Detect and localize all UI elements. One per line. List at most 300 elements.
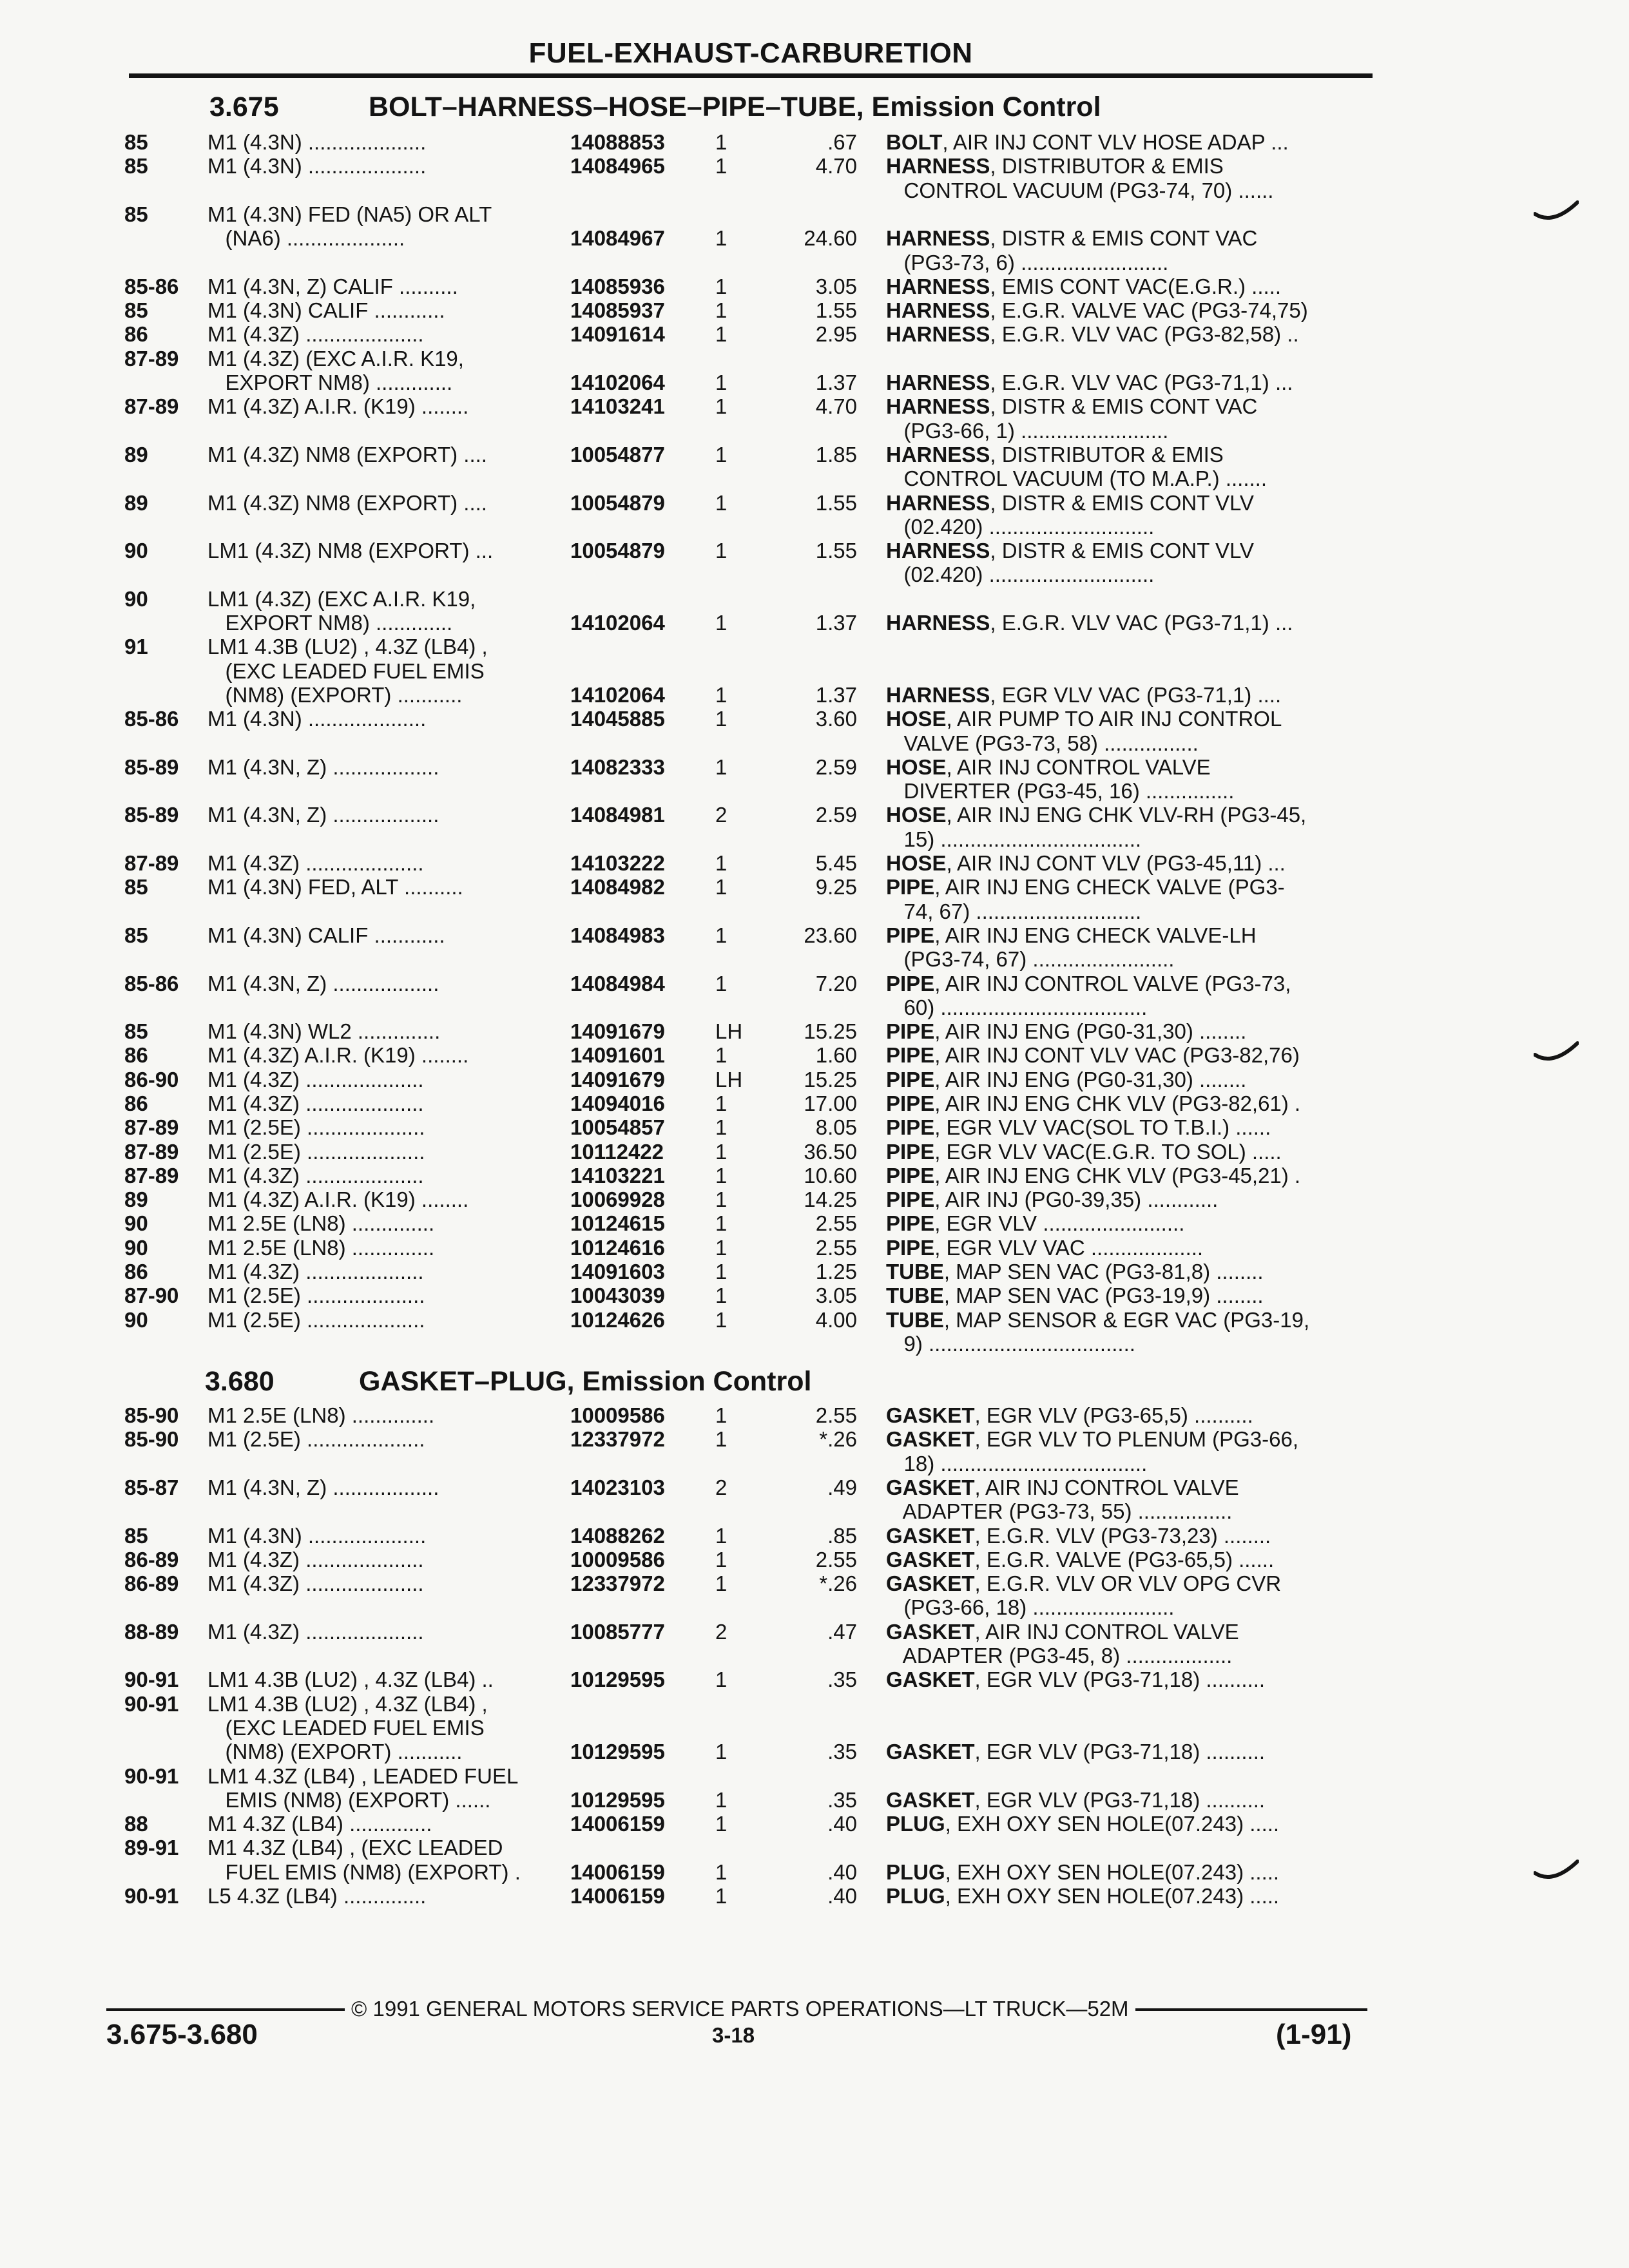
price: .47	[827, 1620, 857, 1644]
model-years: 86-89	[124, 1571, 179, 1595]
model-application: M1 (4.3N) ....................	[207, 1524, 427, 1548]
table-row	[0, 1884, 1629, 1908]
table-row	[0, 899, 1629, 923]
model-application: M1 (2.5E) ....................	[207, 1115, 425, 1139]
part-number: 10085777	[570, 1620, 665, 1644]
model-application: (NA6) ....................	[207, 226, 405, 250]
model-application: M1 (4.3Z) A.I.R. (K19) ........	[207, 394, 469, 418]
part-description: TUBE, MAP SENSOR & EGR VAC (PG3-19,	[886, 1308, 1310, 1332]
price: 24.60	[804, 226, 857, 250]
model-years: 85	[124, 1019, 148, 1043]
table-row	[0, 298, 1629, 322]
table-row	[0, 1115, 1629, 1139]
price: 2.59	[815, 755, 857, 779]
model-years: 86-90	[124, 1068, 179, 1091]
table-row	[0, 1764, 1629, 1788]
part-description: PLUG, EXH OXY SEN HOLE(07.243) .....	[886, 1860, 1280, 1884]
part-number: 14085936	[570, 274, 665, 298]
model-application: M1 (4.3N) ....................	[207, 130, 427, 154]
model-years: 90	[124, 539, 148, 562]
table-row	[0, 1043, 1629, 1067]
table-row	[0, 683, 1629, 707]
quantity: 1	[715, 1740, 728, 1763]
model-years: 85-89	[124, 803, 179, 827]
part-description: PIPE, AIR INJ ENG CHECK VALVE (PG3-	[886, 875, 1285, 899]
page-header: FUEL-EXHAUST-CARBURETION	[528, 37, 973, 69]
part-description: GASKET, EGR VLV TO PLENUM (PG3-66,	[886, 1427, 1299, 1451]
part-number: 10069928	[570, 1187, 665, 1211]
price: 3.05	[815, 1283, 857, 1307]
table-row	[0, 995, 1629, 1019]
part-number: 14084981	[570, 803, 665, 827]
model-years: 85	[124, 875, 148, 899]
part-description: HARNESS, DISTR & EMIS CONT VAC	[886, 226, 1258, 250]
part-description: HARNESS, EMIS CONT VAC(E.G.R.) .....	[886, 274, 1282, 298]
model-application: M1 (4.3N) WL2 ..............	[207, 1019, 441, 1043]
part-description: (PG3-66, 18) ........................	[886, 1595, 1175, 1619]
quantity: 1	[715, 226, 728, 250]
model-years: 87-89	[124, 347, 179, 370]
table-row	[0, 539, 1629, 562]
price: 3.60	[815, 707, 857, 731]
part-description: GASKET, EGR VLV (PG3-65,5) ..........	[886, 1403, 1253, 1427]
part-description: PIPE, AIR INJ ENG CHECK VALVE-LH	[886, 923, 1257, 947]
model-application: M1 4.3Z (LB4) ..............	[207, 1812, 432, 1836]
part-number: 14084984	[570, 972, 665, 995]
quantity: 1	[715, 1115, 728, 1139]
part-description: GASKET, EGR VLV (PG3-71,18) ..........	[886, 1740, 1266, 1763]
table-row	[0, 1164, 1629, 1187]
quantity: 1	[715, 370, 728, 394]
part-number: 14103222	[570, 851, 665, 875]
model-application: M1 (4.3N) FED (NA5) OR ALT	[207, 202, 492, 226]
table-row	[0, 707, 1629, 731]
price: .40	[827, 1884, 857, 1908]
model-application: LM1 4.3B (LU2) , 4.3Z (LB4) ,	[207, 1692, 488, 1716]
model-application: M1 (2.5E) ....................	[207, 1283, 425, 1307]
part-number: 12337972	[570, 1427, 665, 1451]
quantity: 1	[715, 1884, 728, 1908]
price: 3.05	[815, 274, 857, 298]
price: .35	[827, 1740, 857, 1763]
part-description: (PG3-66, 1) .........................	[886, 419, 1169, 443]
model-years: 85	[124, 298, 148, 322]
table-row	[0, 659, 1629, 683]
model-application: M1 (2.5E) ....................	[207, 1427, 425, 1451]
quantity: 1	[715, 611, 728, 635]
part-number: 14103241	[570, 394, 665, 418]
table-row	[0, 1595, 1629, 1619]
part-number: 10124616	[570, 1236, 665, 1260]
quantity: 1	[715, 1187, 728, 1211]
table-row	[0, 515, 1629, 539]
quantity: 1	[715, 875, 728, 899]
table-row	[0, 1283, 1629, 1307]
model-years: 90	[124, 1211, 148, 1235]
quantity: 1	[715, 443, 728, 466]
quantity: 1	[715, 1308, 728, 1332]
model-years: 85-87	[124, 1475, 179, 1499]
part-number: 14103221	[570, 1164, 665, 1187]
part-description: 74, 67) ............................	[886, 899, 1142, 923]
table-row	[0, 394, 1629, 418]
table-row	[0, 1812, 1629, 1836]
price: 2.55	[815, 1403, 857, 1427]
quantity: 1	[715, 1260, 728, 1283]
footer-edition: (1-91)	[1276, 2019, 1352, 2050]
part-description: 15) ..................................	[886, 827, 1142, 851]
model-years: 90	[124, 1308, 148, 1332]
part-description: PIPE, AIR INJ CONT VLV VAC (PG3-82,76)	[886, 1043, 1300, 1067]
part-description: VALVE (PG3-73, 58) ................	[886, 731, 1199, 755]
table-row	[0, 251, 1629, 274]
model-application: LM1 (4.3Z) (EXC A.I.R. K19,	[207, 587, 476, 611]
price: 1.25	[815, 1260, 857, 1283]
model-application: (EXC LEADED FUEL EMIS	[207, 1716, 485, 1740]
model-application: LM1 4.3B (LU2) , 4.3Z (LB4) ,	[207, 635, 488, 658]
table-row	[0, 1644, 1629, 1667]
part-number: 10009586	[570, 1403, 665, 1427]
quantity: 1	[715, 1788, 728, 1812]
price: 4.00	[815, 1308, 857, 1332]
price: 1.37	[815, 683, 857, 707]
table-row	[0, 1140, 1629, 1164]
part-number: 10129595	[570, 1788, 665, 1812]
section-number: 3.680	[205, 1366, 275, 1397]
table-row	[0, 827, 1629, 851]
quantity: 1	[715, 1091, 728, 1115]
part-number: 10124626	[570, 1308, 665, 1332]
price: 1.37	[815, 370, 857, 394]
model-application: M1 (4.3Z) ....................	[207, 1260, 424, 1283]
quantity: 1	[715, 130, 728, 154]
table-row	[0, 1260, 1629, 1283]
footer-page-number: 3-18	[712, 2023, 755, 2047]
table-row	[0, 1332, 1629, 1356]
table-row	[0, 1427, 1629, 1451]
model-application: M1 (4.3Z) A.I.R. (K19) ........	[207, 1187, 469, 1211]
quantity: 1	[715, 1164, 728, 1187]
model-application: M1 (4.3N, Z) ..................	[207, 972, 439, 995]
part-number: 14088853	[570, 130, 665, 154]
price: .49	[827, 1475, 857, 1499]
part-description: PLUG, EXH OXY SEN HOLE(07.243) .....	[886, 1884, 1280, 1908]
part-description: PIPE, AIR INJ ENG (PG0-31,30) ........	[886, 1068, 1247, 1091]
model-years: 85	[124, 130, 148, 154]
table-row	[0, 875, 1629, 899]
model-application: M1 2.5E (LN8) ..............	[207, 1236, 435, 1260]
part-number: 10129595	[570, 1740, 665, 1763]
footer-copyright: © 1991 GENERAL MOTORS SERVICE PARTS OPERATIONS—LT TRUCK—52M	[351, 1997, 1129, 2021]
table-row	[0, 562, 1629, 586]
part-number: 14091601	[570, 1043, 665, 1067]
part-number: 14006159	[570, 1860, 665, 1884]
part-number: 14091614	[570, 322, 665, 346]
model-years: 85-86	[124, 274, 179, 298]
check-mark-icon	[1534, 1041, 1579, 1066]
model-years: 89	[124, 1187, 148, 1211]
section-number: 3.675	[209, 91, 279, 122]
model-application: EXPORT NM8) .............	[207, 611, 453, 635]
part-description: ADAPTER (PG3-73, 55) ................	[886, 1499, 1233, 1523]
table-row	[0, 178, 1629, 202]
model-application: M1 (4.3N) ....................	[207, 154, 427, 178]
price: 15.25	[804, 1019, 857, 1043]
price: 17.00	[804, 1091, 857, 1115]
quantity: 1	[715, 972, 728, 995]
model-application: M1 (4.3Z) ....................	[207, 1091, 424, 1115]
model-application: (EXC LEADED FUEL EMIS	[207, 659, 485, 683]
part-description: 60) ...................................	[886, 995, 1148, 1019]
part-description: PIPE, AIR INJ CONTROL VALVE (PG3-73,	[886, 972, 1291, 995]
part-number: 10054877	[570, 443, 665, 466]
table-row	[0, 130, 1629, 154]
quantity: 1	[715, 394, 728, 418]
table-row	[0, 635, 1629, 658]
part-number: 10043039	[570, 1283, 665, 1307]
model-years: 85	[124, 202, 148, 226]
table-row	[0, 1836, 1629, 1860]
part-description: TUBE, MAP SEN VAC (PG3-81,8) ........	[886, 1260, 1264, 1283]
model-application: L5 4.3Z (LB4) ..............	[207, 1884, 427, 1908]
part-number: 10054879	[570, 491, 665, 515]
part-number: 14088262	[570, 1524, 665, 1548]
part-description: PIPE, EGR VLV VAC ...................	[886, 1236, 1204, 1260]
quantity: 1	[715, 1211, 728, 1235]
model-application: M1 (4.3Z) ....................	[207, 1620, 424, 1644]
part-description: 9) ...................................	[886, 1332, 1135, 1356]
table-row	[0, 1308, 1629, 1332]
model-application: M1 2.5E (LN8) ..............	[207, 1403, 435, 1427]
price: .35	[827, 1788, 857, 1812]
table-row	[0, 1524, 1629, 1548]
quantity: 1	[715, 1571, 728, 1595]
table-row	[0, 226, 1629, 250]
part-number: 14094016	[570, 1091, 665, 1115]
part-number: 10124615	[570, 1211, 665, 1235]
part-description: (02.420) ............................	[886, 562, 1155, 586]
part-description: GASKET, EGR VLV (PG3-71,18) ..........	[886, 1667, 1266, 1691]
part-description: HARNESS, E.G.R. VLV VAC (PG3-71,1) ...	[886, 611, 1293, 635]
table-row	[0, 491, 1629, 515]
part-description: HARNESS, DISTR & EMIS CONT VLV	[886, 491, 1254, 515]
model-application: M1 4.3Z (LB4) , (EXC LEADED	[207, 1836, 503, 1860]
model-application: FUEL EMIS (NM8) (EXPORT) .	[207, 1860, 521, 1884]
quantity: 1	[715, 1043, 728, 1067]
price: 1.55	[815, 539, 857, 562]
check-mark-icon	[1534, 200, 1579, 226]
quantity: 1	[715, 1548, 728, 1571]
quantity: 2	[715, 1475, 728, 1499]
model-years: 88	[124, 1812, 148, 1836]
check-mark-icon	[1534, 1859, 1579, 1885]
table-row	[0, 755, 1629, 779]
part-number: 14102064	[570, 611, 665, 635]
part-description: GASKET, AIR INJ CONTROL VALVE	[886, 1620, 1239, 1644]
table-row	[0, 202, 1629, 226]
model-years: 85-90	[124, 1427, 179, 1451]
model-years: 89	[124, 491, 148, 515]
model-years: 87-89	[124, 1140, 179, 1164]
table-row	[0, 1403, 1629, 1427]
quantity: 1	[715, 322, 728, 346]
model-application: M1 (4.3Z) ....................	[207, 1164, 424, 1187]
model-years: 85	[124, 1524, 148, 1548]
price: 9.25	[815, 875, 857, 899]
part-description: PIPE, AIR INJ ENG CHK VLV (PG3-45,21) .	[886, 1164, 1301, 1187]
model-application: LM1 4.3B (LU2) , 4.3Z (LB4) ..	[207, 1667, 494, 1691]
quantity: 1	[715, 1403, 728, 1427]
table-row	[0, 443, 1629, 466]
quantity: 1	[715, 298, 728, 322]
part-description: CONTROL VACUUM (TO M.A.P.) .......	[886, 466, 1268, 490]
model-years: 86-89	[124, 1548, 179, 1571]
quantity: 1	[715, 1524, 728, 1548]
model-application: M1 (4.3N) ....................	[207, 707, 427, 731]
model-years: 87-89	[124, 1115, 179, 1139]
part-description: HARNESS, DISTR & EMIS CONT VLV	[886, 539, 1254, 562]
model-years: 85-89	[124, 755, 179, 779]
model-application: M1 (2.5E) ....................	[207, 1308, 425, 1332]
table-row	[0, 274, 1629, 298]
model-years: 86	[124, 1043, 148, 1067]
part-description: HARNESS, DISTR & EMIS CONT VAC	[886, 394, 1258, 418]
part-number: 14085937	[570, 298, 665, 322]
model-years: 87-89	[124, 1164, 179, 1187]
quantity: LH	[715, 1068, 743, 1091]
table-row	[0, 1091, 1629, 1115]
table-row	[0, 923, 1629, 947]
table-row	[0, 1475, 1629, 1499]
quantity: 1	[715, 1236, 728, 1260]
table-row	[0, 1571, 1629, 1595]
model-application: M1 (4.3N, Z) ..................	[207, 803, 439, 827]
quantity: 1	[715, 274, 728, 298]
model-application: LM1 4.3Z (LB4) , LEADED FUEL	[207, 1764, 519, 1788]
table-row	[0, 466, 1629, 490]
model-application: M1 (4.3Z) ....................	[207, 1571, 424, 1595]
part-number: 10129595	[570, 1667, 665, 1691]
table-row	[0, 1788, 1629, 1812]
quantity: 1	[715, 1860, 728, 1884]
part-description: PIPE, EGR VLV ........................	[886, 1211, 1185, 1235]
price: 1.37	[815, 611, 857, 635]
part-number: 14045885	[570, 707, 665, 731]
table-row	[0, 972, 1629, 995]
quantity: 1	[715, 539, 728, 562]
part-number: 14006159	[570, 1884, 665, 1908]
model-years: 88-89	[124, 1620, 179, 1644]
table-row	[0, 154, 1629, 178]
price: 4.70	[815, 154, 857, 178]
part-number: 14091679	[570, 1019, 665, 1043]
table-row	[0, 347, 1629, 370]
model-application: M1 (4.3Z) ....................	[207, 1068, 424, 1091]
part-number: 14091679	[570, 1068, 665, 1091]
model-years: 90-91	[124, 1764, 179, 1788]
price: *.26	[819, 1427, 857, 1451]
part-description: HOSE, AIR INJ ENG CHK VLV-RH (PG3-45,	[886, 803, 1307, 827]
part-description: (PG3-74, 67) ........................	[886, 947, 1175, 971]
table-row	[0, 1211, 1629, 1235]
quantity: 1	[715, 1812, 728, 1836]
part-description: HOSE, AIR INJ CONTROL VALVE	[886, 755, 1211, 779]
model-years: 89	[124, 443, 148, 466]
footer-rule-left	[106, 2008, 345, 2011]
price: 7.20	[815, 972, 857, 995]
part-number: 14102064	[570, 370, 665, 394]
part-description: HOSE, AIR PUMP TO AIR INJ CONTROL	[886, 707, 1282, 731]
price: 2.55	[815, 1548, 857, 1571]
quantity: 2	[715, 1620, 728, 1644]
part-description: GASKET, E.G.R. VLV OR VLV OPG CVR	[886, 1571, 1282, 1595]
part-description: HOSE, AIR INJ CONT VLV (PG3-45,11) ...	[886, 851, 1286, 875]
part-number: 10112422	[570, 1140, 664, 1164]
model-years: 86	[124, 1091, 148, 1115]
model-application: EMIS (NM8) (EXPORT) ......	[207, 1788, 491, 1812]
table-row	[0, 731, 1629, 755]
price: 2.59	[815, 803, 857, 827]
header-rule	[129, 73, 1373, 78]
price: .35	[827, 1667, 857, 1691]
model-application: M1 (4.3N) CALIF ............	[207, 298, 445, 322]
part-number: 10054857	[570, 1115, 665, 1139]
quantity: 1	[715, 1283, 728, 1307]
part-description: CONTROL VACUUM (PG3-74, 70) ......	[886, 178, 1274, 202]
quantity: 2	[715, 803, 728, 827]
quantity: 1	[715, 154, 728, 178]
part-description: PIPE, AIR INJ (PG0-39,35) ............	[886, 1187, 1219, 1211]
part-number: 12337972	[570, 1571, 665, 1595]
table-row	[0, 587, 1629, 611]
part-description: HARNESS, DISTRIBUTOR & EMIS	[886, 154, 1224, 178]
part-number: 14023103	[570, 1475, 665, 1499]
model-application: M1 (4.3N, Z) ..................	[207, 1475, 439, 1499]
part-number: 14102064	[570, 683, 665, 707]
price: 2.95	[815, 322, 857, 346]
table-row	[0, 803, 1629, 827]
price: .40	[827, 1860, 857, 1884]
part-description: GASKET, E.G.R. VLV (PG3-73,23) ........	[886, 1524, 1271, 1548]
quantity: 1	[715, 707, 728, 731]
section-title: BOLT–HARNESS–HOSE–PIPE–TUBE, Emission Control	[369, 91, 1101, 122]
table-row	[0, 1187, 1629, 1211]
part-number: 14082333	[570, 755, 665, 779]
part-description: PIPE, AIR INJ ENG CHK VLV (PG3-82,61) .	[886, 1091, 1301, 1115]
price: 10.60	[804, 1164, 857, 1187]
model-application: M1 (4.3N, Z) CALIF ..........	[207, 274, 458, 298]
model-application: M1 (4.3N) FED, ALT ..........	[207, 875, 463, 899]
model-years: 85	[124, 923, 148, 947]
price: .85	[827, 1524, 857, 1548]
part-description: HARNESS, E.G.R. VLV VAC (PG3-71,1) ...	[886, 370, 1293, 394]
part-description: TUBE, MAP SEN VAC (PG3-19,9) ........	[886, 1283, 1264, 1307]
model-years: 90	[124, 1236, 148, 1260]
quantity: 1	[715, 1667, 728, 1691]
table-row	[0, 322, 1629, 346]
model-application: M1 (4.3Z) NM8 (EXPORT) ....	[207, 491, 487, 515]
price: 14.25	[804, 1187, 857, 1211]
part-number: 10009586	[570, 1548, 665, 1571]
model-application: M1 (4.3Z) ....................	[207, 851, 424, 875]
price: 2.55	[815, 1211, 857, 1235]
table-row	[0, 1692, 1629, 1716]
model-years: 91	[124, 635, 148, 658]
model-years: 90-91	[124, 1667, 179, 1691]
table-row	[0, 1019, 1629, 1043]
table-row	[0, 1236, 1629, 1260]
quantity: 1	[715, 923, 728, 947]
